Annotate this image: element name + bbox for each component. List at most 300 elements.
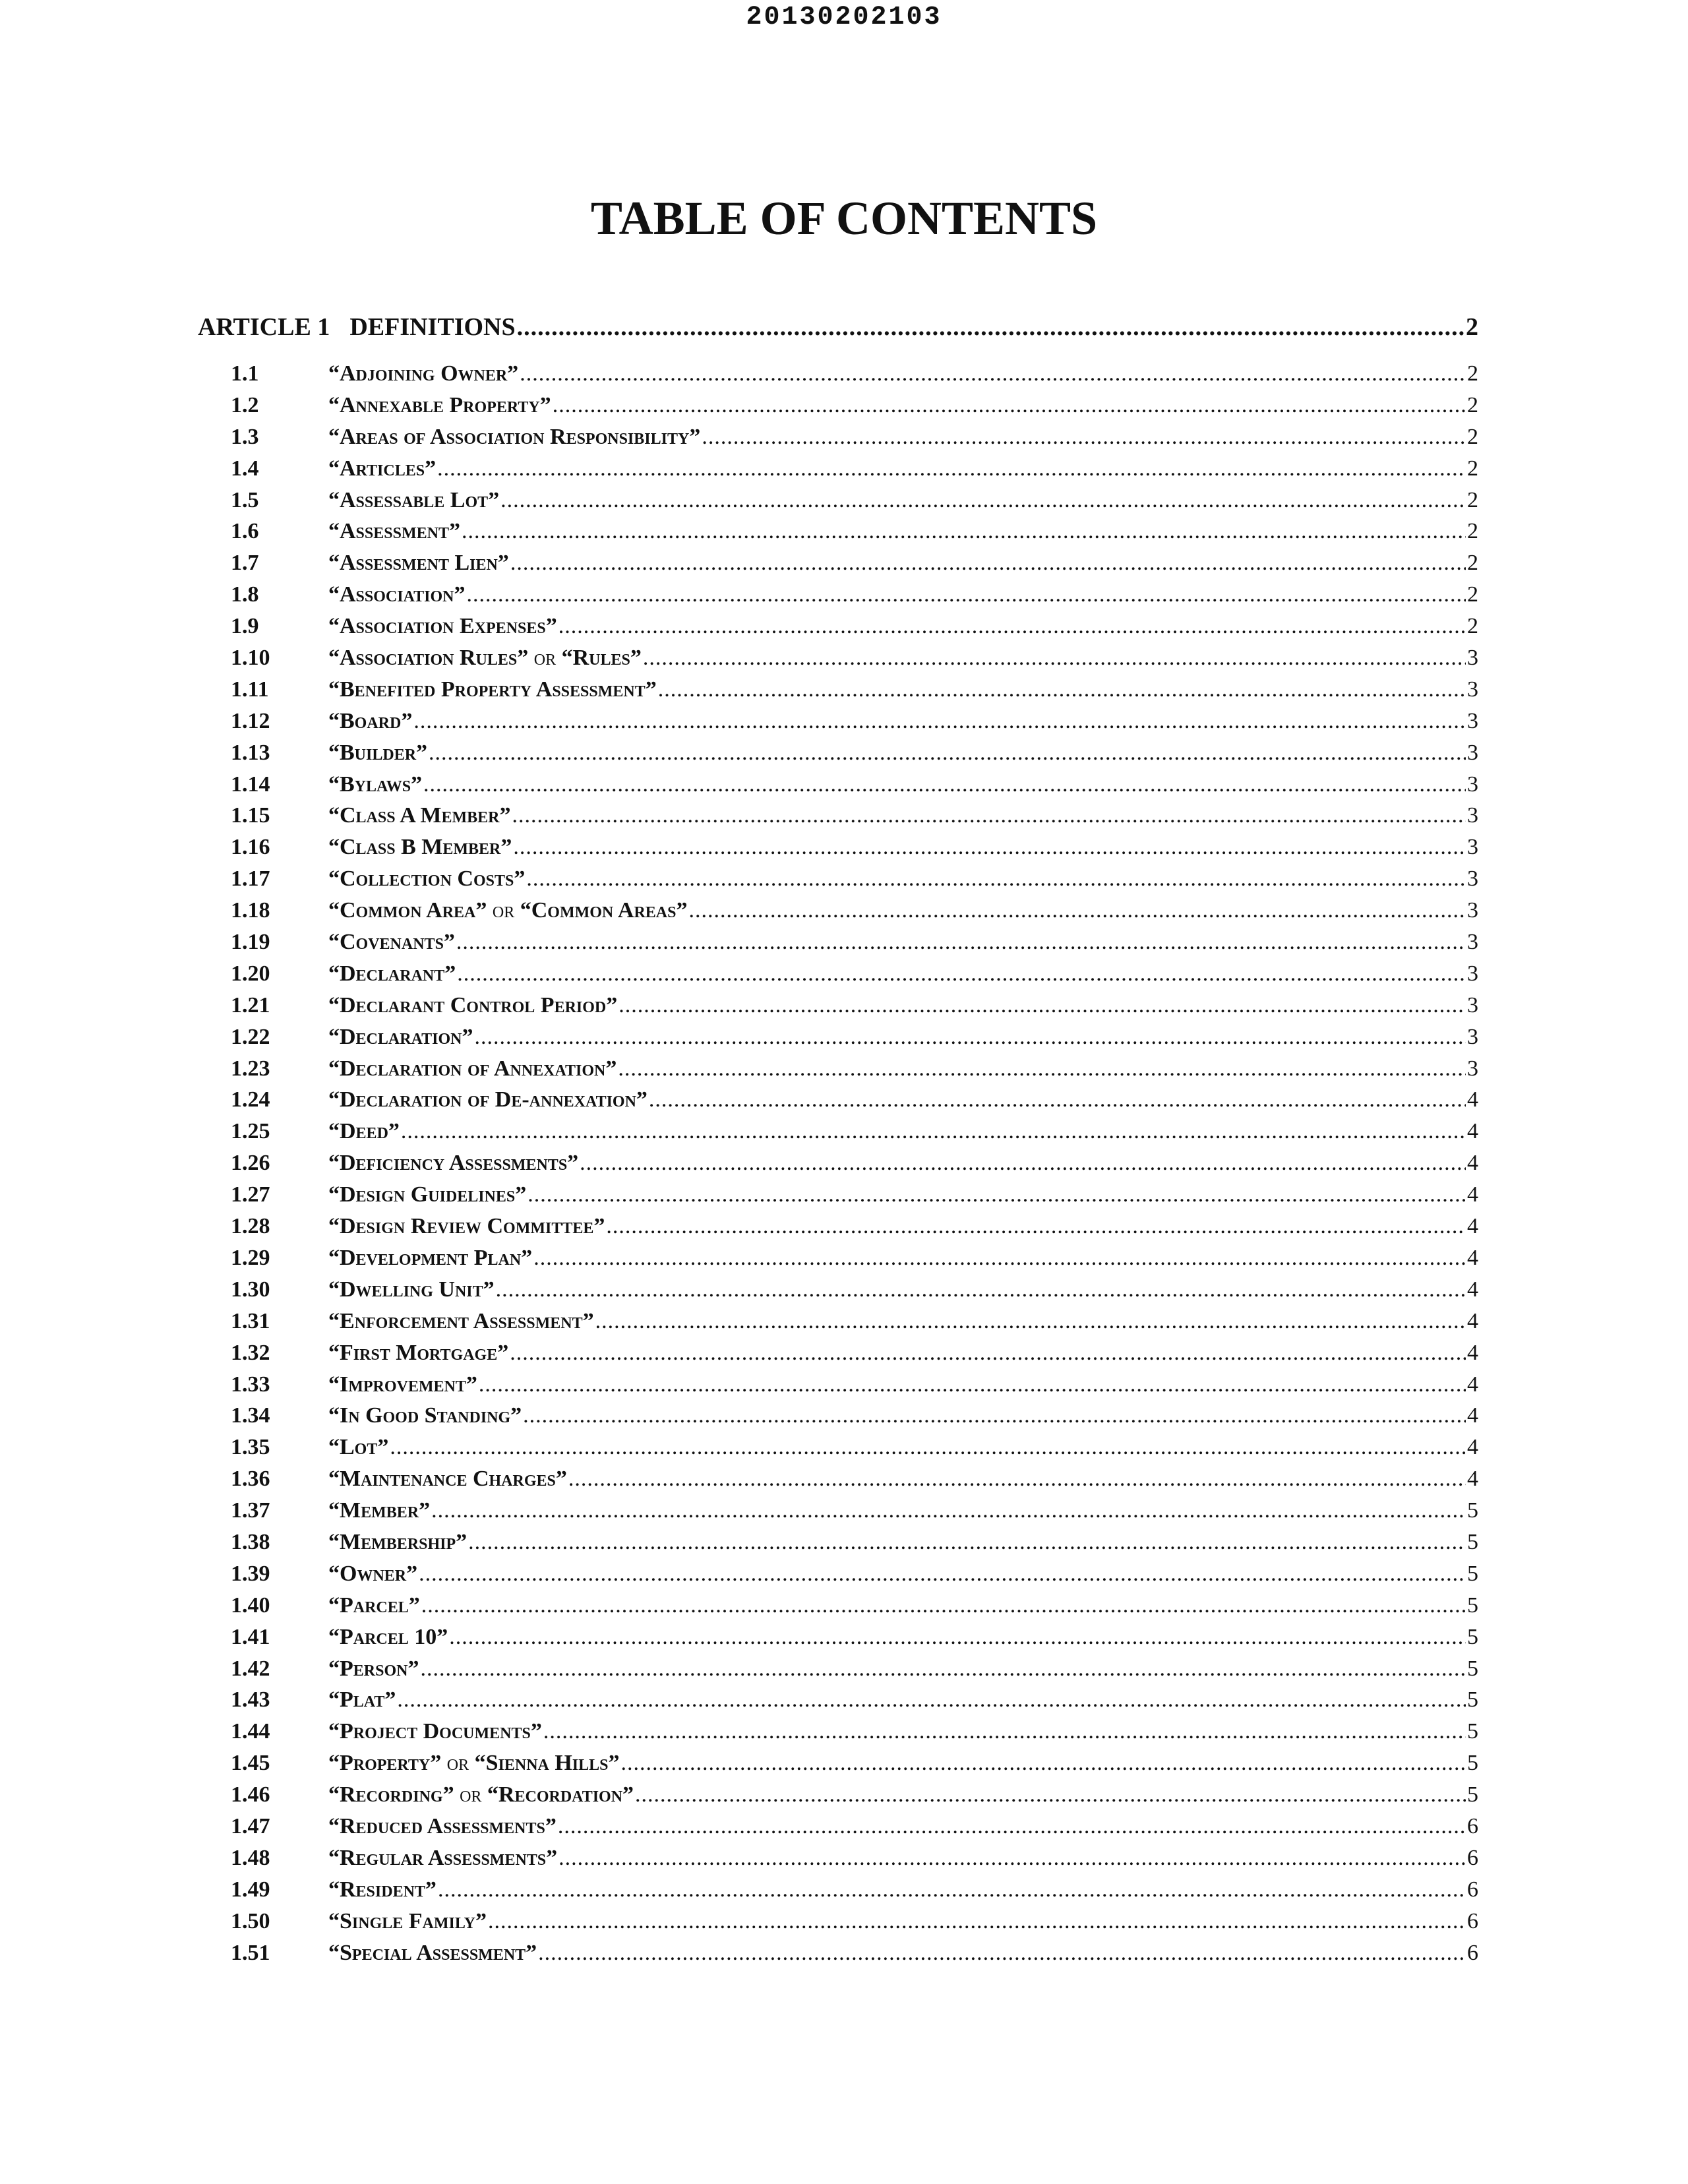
page-number: 3 bbox=[1467, 835, 1478, 860]
section-number: 1.38 bbox=[231, 1529, 270, 1554]
defined-term bbox=[328, 1246, 532, 1271]
defined-term bbox=[328, 866, 525, 892]
page-number: 4 bbox=[1467, 1277, 1478, 1302]
defined-term bbox=[328, 1751, 620, 1776]
term-text: “Association” bbox=[328, 582, 466, 607]
defined-term bbox=[328, 1593, 420, 1618]
term-text: “Assessment Lien” bbox=[328, 551, 509, 576]
defined-term bbox=[328, 1277, 495, 1302]
defined-term bbox=[328, 1025, 473, 1050]
page-number: 2 bbox=[1467, 487, 1478, 512]
section-number: 1.25 bbox=[231, 1119, 270, 1144]
defined-term bbox=[328, 803, 511, 828]
term-text: “Declaration” bbox=[328, 1024, 473, 1049]
section-number: 1.44 bbox=[231, 1719, 270, 1744]
dot-leader bbox=[538, 1941, 1466, 1966]
dot-leader bbox=[553, 393, 1466, 418]
defined-term bbox=[328, 1530, 467, 1555]
term-text: “Assessment” bbox=[328, 519, 460, 544]
section-number: 1.31 bbox=[231, 1308, 270, 1333]
toc-article-heading[interactable] bbox=[198, 313, 1478, 346]
dot-leader bbox=[533, 1246, 1466, 1271]
section-number: 1.27 bbox=[231, 1182, 270, 1207]
page-number: 6 bbox=[1467, 1877, 1478, 1902]
toc-entry[interactable] bbox=[231, 1277, 1478, 1309]
term-conjunction: or bbox=[446, 1751, 469, 1776]
term-text: “Regular Assessments” bbox=[328, 1845, 558, 1870]
page-number: 3 bbox=[1467, 866, 1478, 892]
section-number: 1.10 bbox=[231, 646, 270, 671]
dot-leader bbox=[474, 1025, 1466, 1050]
term-text: “Rules” bbox=[561, 646, 642, 671]
toc-entry[interactable] bbox=[231, 646, 1478, 677]
page-number: 4 bbox=[1467, 1087, 1478, 1112]
article-number: ARTICLE 1 bbox=[198, 313, 330, 341]
dot-leader bbox=[429, 741, 1466, 766]
dot-leader bbox=[413, 709, 1466, 734]
term-text: “Areas of Association Responsibility” bbox=[328, 424, 701, 449]
page-number: 6 bbox=[1467, 1813, 1478, 1838]
dot-leader bbox=[517, 313, 1464, 342]
defined-term bbox=[328, 393, 551, 418]
term-text: “Plat” bbox=[328, 1687, 396, 1713]
dot-leader bbox=[467, 582, 1466, 607]
dot-leader bbox=[635, 1782, 1466, 1807]
section-number: 1.42 bbox=[231, 1656, 270, 1681]
dot-leader bbox=[618, 993, 1466, 1018]
section-number: 1.28 bbox=[231, 1214, 270, 1239]
term-text: “Collection Costs” bbox=[328, 866, 526, 892]
defined-term bbox=[328, 835, 512, 860]
page-number: 6 bbox=[1467, 1940, 1478, 1965]
page-number: 5 bbox=[1467, 1624, 1478, 1649]
defined-term bbox=[328, 741, 427, 766]
dot-leader bbox=[558, 1846, 1466, 1871]
term-text: “Improvement” bbox=[328, 1372, 477, 1397]
dot-leader bbox=[449, 1625, 1466, 1650]
term-text: “Benefited Property Assessment” bbox=[328, 677, 657, 702]
dot-leader bbox=[437, 456, 1466, 481]
dot-leader bbox=[658, 677, 1466, 702]
dot-leader bbox=[510, 1341, 1466, 1366]
defined-term bbox=[328, 1656, 419, 1682]
section-number: 1.39 bbox=[231, 1561, 270, 1586]
page-number: 4 bbox=[1467, 1340, 1478, 1365]
toc-entry[interactable] bbox=[231, 1814, 1478, 1846]
term-text: “Single Family” bbox=[328, 1908, 487, 1933]
term-text: “Person” bbox=[328, 1656, 419, 1681]
term-text: “Parcel” bbox=[328, 1592, 420, 1618]
defined-term bbox=[328, 582, 466, 607]
section-number: 1.51 bbox=[231, 1940, 270, 1965]
section-number: 1.34 bbox=[231, 1403, 270, 1428]
defined-term bbox=[328, 1782, 634, 1807]
term-text: “In Good Standing” bbox=[328, 1403, 522, 1428]
defined-term bbox=[328, 1941, 537, 1966]
section-number: 1.41 bbox=[231, 1624, 270, 1649]
toc-entry[interactable] bbox=[231, 677, 1478, 709]
term-text: “Property” bbox=[328, 1751, 442, 1776]
defined-term bbox=[328, 1119, 400, 1144]
defined-term bbox=[328, 1814, 557, 1839]
term-text: “Association Expenses” bbox=[328, 614, 557, 639]
page-number: 2 bbox=[1467, 582, 1478, 607]
dot-leader bbox=[510, 551, 1466, 576]
section-number: 1.9 bbox=[231, 614, 259, 639]
toc-entry[interactable] bbox=[231, 1182, 1478, 1214]
document-number: 20130202103 bbox=[746, 3, 942, 32]
toc-entry[interactable] bbox=[231, 1941, 1478, 1972]
section-number: 1.17 bbox=[231, 866, 270, 892]
term-conjunction: or bbox=[533, 646, 557, 671]
toc-entry[interactable] bbox=[231, 1498, 1478, 1530]
section-number: 1.11 bbox=[231, 677, 269, 702]
toc-entry[interactable] bbox=[231, 1341, 1478, 1372]
toc-entry[interactable] bbox=[231, 1467, 1478, 1498]
defined-term bbox=[328, 1562, 417, 1587]
toc-entry[interactable] bbox=[231, 772, 1478, 804]
defined-term bbox=[328, 993, 617, 1018]
section-number: 1.49 bbox=[231, 1877, 270, 1902]
section-number: 1.29 bbox=[231, 1245, 270, 1270]
defined-term bbox=[328, 1467, 567, 1492]
section-number: 1.40 bbox=[231, 1592, 270, 1618]
page-number: 3 bbox=[1467, 1056, 1478, 1081]
page-number: 3 bbox=[1467, 961, 1478, 986]
toc-entry[interactable] bbox=[231, 1656, 1478, 1688]
toc-entry[interactable] bbox=[231, 1909, 1478, 1941]
term-text: “Covenants” bbox=[328, 930, 455, 955]
page-number: 4 bbox=[1467, 1435, 1478, 1460]
term-text: “Builder” bbox=[328, 740, 428, 765]
dot-leader bbox=[618, 1056, 1466, 1081]
defined-term bbox=[328, 677, 657, 702]
section-number: 1.32 bbox=[231, 1340, 270, 1365]
toc-entry[interactable] bbox=[231, 1782, 1478, 1814]
page-number: 2 bbox=[1467, 392, 1478, 417]
toc-entry[interactable] bbox=[231, 456, 1478, 488]
toc-entry[interactable] bbox=[231, 1562, 1478, 1593]
defined-term bbox=[328, 1309, 594, 1334]
toc-entry[interactable] bbox=[231, 1025, 1478, 1056]
section-number: 1.18 bbox=[231, 898, 270, 923]
page-number: 3 bbox=[1467, 677, 1478, 702]
term-text: “Declarant Control Period” bbox=[328, 992, 618, 1017]
dot-leader bbox=[606, 1214, 1466, 1239]
defined-term bbox=[328, 1182, 526, 1207]
section-number: 1.50 bbox=[231, 1908, 270, 1933]
dot-leader bbox=[419, 1562, 1466, 1587]
term-text: “Bylaws” bbox=[328, 772, 423, 797]
term-text: “Declaration of De-annexation” bbox=[328, 1087, 648, 1112]
toc-entry[interactable] bbox=[231, 519, 1478, 551]
defined-term bbox=[328, 519, 460, 544]
term-text: “Recording” bbox=[328, 1782, 454, 1807]
page-number: 2 bbox=[1467, 519, 1478, 544]
toc-entry[interactable] bbox=[231, 488, 1478, 520]
toc-entry[interactable] bbox=[231, 1877, 1478, 1909]
term-text: “Special Assessment” bbox=[328, 1940, 537, 1965]
dot-leader bbox=[558, 614, 1466, 639]
defined-term bbox=[328, 1909, 487, 1934]
toc-entry[interactable] bbox=[231, 803, 1478, 835]
term-text: “Common Areas” bbox=[520, 898, 688, 923]
page-number: 4 bbox=[1467, 1308, 1478, 1333]
toc-entry[interactable] bbox=[231, 393, 1478, 425]
term-text: “Maintenance Charges” bbox=[328, 1467, 567, 1492]
section-number: 1.26 bbox=[231, 1151, 270, 1176]
toc-entry[interactable] bbox=[231, 835, 1478, 866]
term-text: “Recordation” bbox=[487, 1782, 634, 1807]
term-text: “First Mortgage” bbox=[328, 1340, 509, 1365]
toc-entry[interactable] bbox=[231, 1687, 1478, 1719]
page-number: 5 bbox=[1467, 1719, 1478, 1744]
toc-entry[interactable] bbox=[231, 1403, 1478, 1435]
page-number: 2 bbox=[1467, 551, 1478, 576]
defined-term bbox=[328, 646, 642, 671]
page-number: 3 bbox=[1467, 708, 1478, 733]
section-number: 1.3 bbox=[231, 424, 259, 449]
defined-term bbox=[328, 1498, 430, 1523]
dot-leader bbox=[543, 1719, 1466, 1744]
dot-leader bbox=[421, 1593, 1466, 1618]
dot-leader bbox=[462, 519, 1466, 544]
toc-entry[interactable] bbox=[231, 741, 1478, 772]
dot-leader bbox=[595, 1309, 1466, 1334]
defined-term bbox=[328, 898, 687, 923]
dot-leader bbox=[512, 803, 1466, 828]
toc-entry[interactable] bbox=[231, 1435, 1478, 1467]
section-number: 1.12 bbox=[231, 708, 270, 733]
section-number: 1.35 bbox=[231, 1435, 270, 1460]
dot-leader bbox=[479, 1372, 1466, 1397]
page-number: 2 bbox=[1467, 456, 1478, 481]
defined-term bbox=[328, 1056, 617, 1081]
toc-entry[interactable] bbox=[231, 1846, 1478, 1877]
defined-term bbox=[328, 488, 499, 513]
toc-entry[interactable] bbox=[231, 614, 1478, 646]
defined-term bbox=[328, 772, 422, 797]
section-number: 1.8 bbox=[231, 582, 259, 607]
dot-leader bbox=[488, 1909, 1466, 1934]
section-number: 1.33 bbox=[231, 1372, 270, 1397]
defined-term bbox=[328, 1214, 605, 1239]
toc-entry[interactable] bbox=[231, 993, 1478, 1025]
term-text: “Owner” bbox=[328, 1561, 418, 1586]
dot-leader bbox=[513, 835, 1466, 860]
toc-entry[interactable] bbox=[231, 930, 1478, 961]
dot-leader bbox=[558, 1814, 1466, 1839]
section-number: 1.6 bbox=[231, 519, 259, 544]
dot-leader bbox=[500, 488, 1466, 513]
term-text: “Dwelling Unit” bbox=[328, 1277, 495, 1302]
defined-term bbox=[328, 1087, 648, 1112]
defined-term bbox=[328, 709, 412, 734]
toc-entry[interactable] bbox=[231, 361, 1478, 393]
page-number: 5 bbox=[1467, 1592, 1478, 1618]
term-text: “Resident” bbox=[328, 1877, 437, 1902]
defined-term bbox=[328, 1372, 477, 1397]
term-text: “Parcel 10” bbox=[328, 1624, 448, 1649]
toc-entry[interactable] bbox=[231, 1246, 1478, 1277]
page-number: 5 bbox=[1467, 1561, 1478, 1586]
term-text: “Class A Member” bbox=[328, 803, 511, 828]
page-number: 5 bbox=[1467, 1687, 1478, 1713]
section-number: 1.7 bbox=[231, 551, 259, 576]
term-text: “Common Area” bbox=[328, 898, 487, 923]
toc-entry[interactable] bbox=[231, 425, 1478, 456]
term-conjunction: or bbox=[460, 1782, 482, 1807]
defined-term bbox=[328, 1877, 437, 1902]
dot-leader bbox=[526, 866, 1466, 892]
toc-entry[interactable] bbox=[231, 1087, 1478, 1119]
section-number: 1.22 bbox=[231, 1024, 270, 1049]
defined-term bbox=[328, 1719, 542, 1744]
term-text: “Class B Member” bbox=[328, 835, 512, 860]
defined-term bbox=[328, 1403, 522, 1428]
toc-entry[interactable] bbox=[231, 1309, 1478, 1341]
toc-entry[interactable] bbox=[231, 1593, 1478, 1625]
toc-entry[interactable] bbox=[231, 582, 1478, 614]
page-number: 4 bbox=[1467, 1372, 1478, 1397]
defined-term bbox=[328, 456, 436, 481]
section-number: 1.36 bbox=[231, 1467, 270, 1492]
page-title: TABLE OF CONTENTS bbox=[590, 192, 1098, 245]
page-number: 3 bbox=[1467, 803, 1478, 828]
dot-leader bbox=[702, 425, 1466, 450]
dot-leader bbox=[401, 1119, 1466, 1144]
term-text: “Design Review Committee” bbox=[328, 1214, 605, 1239]
page-number: 5 bbox=[1467, 1751, 1478, 1776]
toc-entry[interactable] bbox=[231, 866, 1478, 898]
term-text: “Design Guidelines” bbox=[328, 1182, 527, 1207]
term-text: “Reduced Assessments” bbox=[328, 1813, 557, 1838]
dot-leader bbox=[649, 1087, 1466, 1112]
toc-entry[interactable] bbox=[231, 1119, 1478, 1151]
term-text: “Deficiency Assessments” bbox=[328, 1151, 579, 1176]
defined-term bbox=[328, 551, 509, 576]
defined-term bbox=[328, 961, 456, 986]
dot-leader bbox=[528, 1182, 1466, 1207]
section-number: 1.21 bbox=[231, 992, 270, 1017]
term-text: “Lot” bbox=[328, 1435, 389, 1460]
toc-entry[interactable] bbox=[231, 1056, 1478, 1088]
page-number: 4 bbox=[1467, 1467, 1478, 1492]
toc-entry[interactable] bbox=[231, 1625, 1478, 1656]
term-text: “Development Plan” bbox=[328, 1245, 533, 1270]
section-number: 1.19 bbox=[231, 930, 270, 955]
page-number: 5 bbox=[1467, 1782, 1478, 1807]
dot-leader bbox=[496, 1277, 1466, 1302]
term-text: “Annexable Property” bbox=[328, 392, 551, 417]
page-number: 6 bbox=[1467, 1908, 1478, 1933]
dot-leader bbox=[688, 898, 1466, 923]
dot-leader bbox=[390, 1435, 1466, 1460]
term-text: “Board” bbox=[328, 708, 413, 733]
defined-term bbox=[328, 1435, 388, 1460]
section-number: 1.2 bbox=[231, 392, 259, 417]
page-number: 4 bbox=[1467, 1403, 1478, 1428]
toc-entry[interactable] bbox=[231, 1530, 1478, 1562]
section-number: 1.20 bbox=[231, 961, 270, 986]
toc-entry[interactable] bbox=[231, 1372, 1478, 1404]
toc-entry[interactable] bbox=[231, 709, 1478, 741]
defined-term bbox=[328, 1846, 557, 1871]
section-number: 1.23 bbox=[231, 1056, 270, 1081]
toc-entry[interactable] bbox=[231, 1214, 1478, 1246]
term-text: “Deed” bbox=[328, 1119, 400, 1144]
page-number: 2 bbox=[1467, 361, 1478, 386]
term-text: “Sienna Hills” bbox=[474, 1751, 620, 1776]
dot-leader bbox=[568, 1467, 1466, 1492]
section-number: 1.24 bbox=[231, 1087, 270, 1112]
page-number: 6 bbox=[1467, 1845, 1478, 1870]
page-number: 2 bbox=[1467, 614, 1478, 639]
term-text: “Association Rules” bbox=[328, 646, 529, 671]
page-number: 3 bbox=[1467, 740, 1478, 765]
page-number: 4 bbox=[1467, 1119, 1478, 1144]
dot-leader bbox=[523, 1403, 1466, 1428]
toc-entry[interactable] bbox=[231, 961, 1478, 993]
dot-leader bbox=[621, 1751, 1466, 1776]
dot-leader bbox=[456, 930, 1466, 955]
section-number: 1.4 bbox=[231, 456, 259, 481]
page-number: 3 bbox=[1467, 992, 1478, 1017]
toc-entry[interactable] bbox=[231, 1751, 1478, 1782]
term-text: “Enforcement Assessment” bbox=[328, 1308, 594, 1333]
section-number: 1.5 bbox=[231, 487, 259, 512]
dot-leader bbox=[580, 1151, 1466, 1176]
term-text: “Declaration of Annexation” bbox=[328, 1056, 617, 1081]
dot-leader bbox=[423, 772, 1466, 797]
defined-term bbox=[328, 361, 518, 386]
dot-leader bbox=[420, 1656, 1466, 1682]
page-number: 5 bbox=[1467, 1656, 1478, 1681]
section-number: 1.47 bbox=[231, 1813, 270, 1838]
section-number: 1.43 bbox=[231, 1687, 270, 1713]
dot-leader bbox=[643, 646, 1466, 671]
page-number: 4 bbox=[1467, 1245, 1478, 1270]
defined-term bbox=[328, 425, 700, 450]
page-number: 3 bbox=[1467, 898, 1478, 923]
section-number: 1.15 bbox=[231, 803, 270, 828]
term-text: “Articles” bbox=[328, 456, 437, 481]
dot-leader bbox=[438, 1877, 1466, 1902]
section-number: 1.1 bbox=[231, 361, 259, 386]
toc-entry[interactable] bbox=[231, 1151, 1478, 1182]
term-text: “Declarant” bbox=[328, 961, 456, 986]
page-number: 4 bbox=[1467, 1182, 1478, 1207]
page-number: 3 bbox=[1467, 772, 1478, 797]
defined-term bbox=[328, 1687, 396, 1713]
article-page-number: 2 bbox=[1466, 313, 1478, 341]
page-number: 3 bbox=[1467, 930, 1478, 955]
toc-entry[interactable] bbox=[231, 1719, 1478, 1751]
page-number: 5 bbox=[1467, 1529, 1478, 1554]
dot-leader bbox=[431, 1498, 1466, 1523]
section-number: 1.14 bbox=[231, 772, 270, 797]
page-number: 3 bbox=[1467, 1024, 1478, 1049]
section-number: 1.45 bbox=[231, 1751, 270, 1776]
toc-entry[interactable] bbox=[231, 551, 1478, 582]
defined-term bbox=[328, 930, 455, 955]
defined-term bbox=[328, 1341, 508, 1366]
term-text: “Project Documents” bbox=[328, 1719, 542, 1744]
page-number: 5 bbox=[1467, 1498, 1478, 1523]
page-number: 3 bbox=[1467, 646, 1478, 671]
toc-entry[interactable] bbox=[231, 898, 1478, 930]
defined-term bbox=[328, 614, 557, 639]
